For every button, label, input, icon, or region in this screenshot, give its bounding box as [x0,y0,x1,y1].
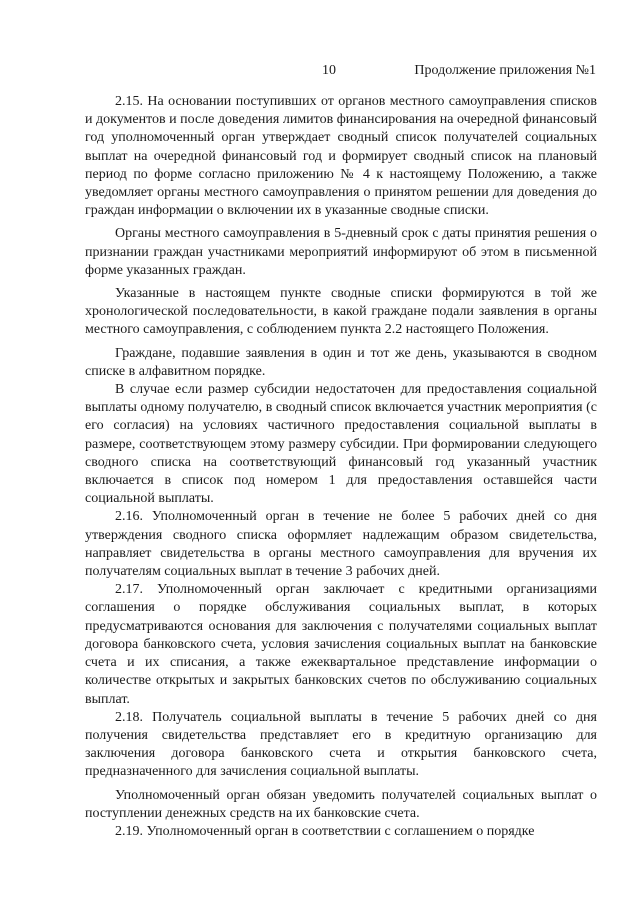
paragraph-2-16: 2.16. Уполномоченный орган в течение не более 5 рабочих дней со дня утверждения сводного списка оформляет надлежащим образом свидетельства, направляет свидетельства в органы местного самоуправления для вручения их получателям социальных выплат в течение 3 рабочих дней. [85,509,597,580]
document-body [85,93,597,841]
header-title: Продолжение приложения №1 [414,63,596,78]
paragraph-alphabetical: Граждане, подавшие заявления в один и тот же день, указываются в сводном списке в алфавитном порядке. [85,345,597,379]
page-number: 10 [322,63,336,78]
paragraph-2-17: 2.17. Уполномоченный орган заключает с кредитными организациями соглашения о порядке обслуживания социальных выплат, в которых предусматриваются основания для заключения с получателями социальных выплат договора банковского счета, условия зачисления социальных выплат на банковские счета и их списания, а также ежеквартальное представление информации о количестве открытых и закрытых банковских счетов по обслуживанию социальных выплат. [85,582,597,707]
paragraph-partial-payment: В случае если размер субсидии недостаточен для предоставления социальной выплаты одному получателю, в сводный список включается участник мероприятия (с его согласия) на условиях частичного предоставления социальной выплаты в размере, соответствующем этому размеру субсидии. При формировании следующего сводного списка на соответствующий финансовый год указанный участник включается в список под номером 1 для предоставления оставшейся части социальной выплаты. [85,382,597,507]
paragraph-chronology: Указанные в настоящем пункте сводные списки формируются в той же хронологической последовательности, в какой граждане подали заявления в органы местного самоуправления, с соблюдением пункта 2.2 настоящего Положения. [85,286,597,338]
page-header [0,60,640,82]
paragraph-2-19: 2.19. Уполномоченный орган в соответствии с соглашением о порядке [115,823,535,839]
paragraph-notification: Органы местного самоуправления в 5-дневный срок с даты принятия решения о признании граждан участниками мероприятий информируют об этом в письменной форме указанных граждан. [85,226,597,278]
paragraph-2-15: 2.15. На основании поступивших от органов местного самоуправления списков и документов и после доведения лимитов финансирования на очередной финансовый год уполномоченный орган утверждает сводный список получателей социальных выплат на очередной финансовый год и формирует сводный список на плановый период по форме согласно приложению № 4 к настоящему Положению, а также уведомляет органы местного самоуправления о принятом решении для доведения до граждан информации о включении их в указанные сводные списки. [85,94,597,219]
paragraph-2-18: 2.18. Получатель социальной выплаты в течение 5 рабочих дней со дня получения свидетельства представляет его в кредитную организацию для заключения договора банковского счета и открытия банковского счета, предназначенного для зачисления социальной выплаты. [85,709,597,780]
paragraph-funds-notice: Уполномоченный орган обязан уведомить получателей социальных выплат о поступлении денежных средств на их банковские счета. [85,787,597,821]
